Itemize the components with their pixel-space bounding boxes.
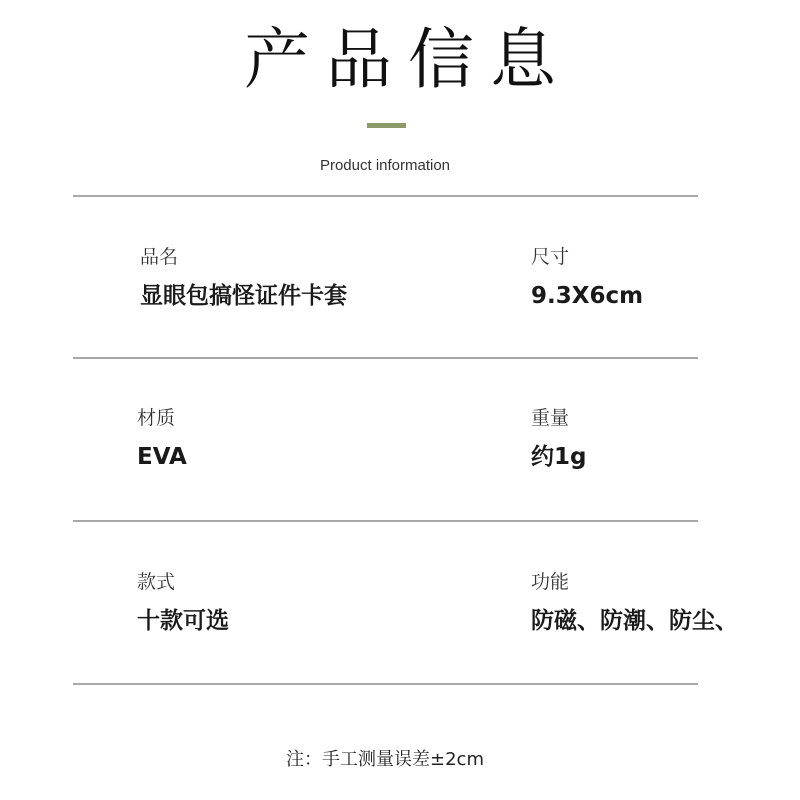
page-subtitle: Product information [319,157,451,174]
title-accent-divider [367,123,406,128]
spec-styles [137,570,229,636]
spec-size-value: 9.3X6cm [531,283,644,309]
spec-weight-value: 约1g [531,444,587,470]
spec-function-value: 防磁、防潮、防尘、 [531,608,738,634]
spec-function-label: 功能 [531,571,570,593]
spec-weight [531,406,586,472]
spec-name-label: 品名 [140,246,179,268]
measurement-note: 注：手工测量误差±2cm [286,749,484,770]
spec-styles-label: 款式 [137,571,176,593]
spec-size [531,245,643,311]
spec-material-label: 材质 [137,407,176,429]
spec-material [137,406,187,472]
spec-name [140,245,347,311]
spec-name-value: 显眼包搞怪证件卡套 [140,283,347,309]
spec-size-label: 尺寸 [531,246,570,268]
page-title: 产品信息 [244,21,572,98]
spec-weight-label: 重量 [531,407,570,429]
spec-function [531,570,738,636]
section-divider [73,683,698,685]
spec-material-value: EVA [137,444,187,470]
section-divider [73,520,698,522]
section-divider [73,357,698,359]
spec-styles-value: 十款可选 [137,608,229,634]
section-divider [73,195,698,197]
